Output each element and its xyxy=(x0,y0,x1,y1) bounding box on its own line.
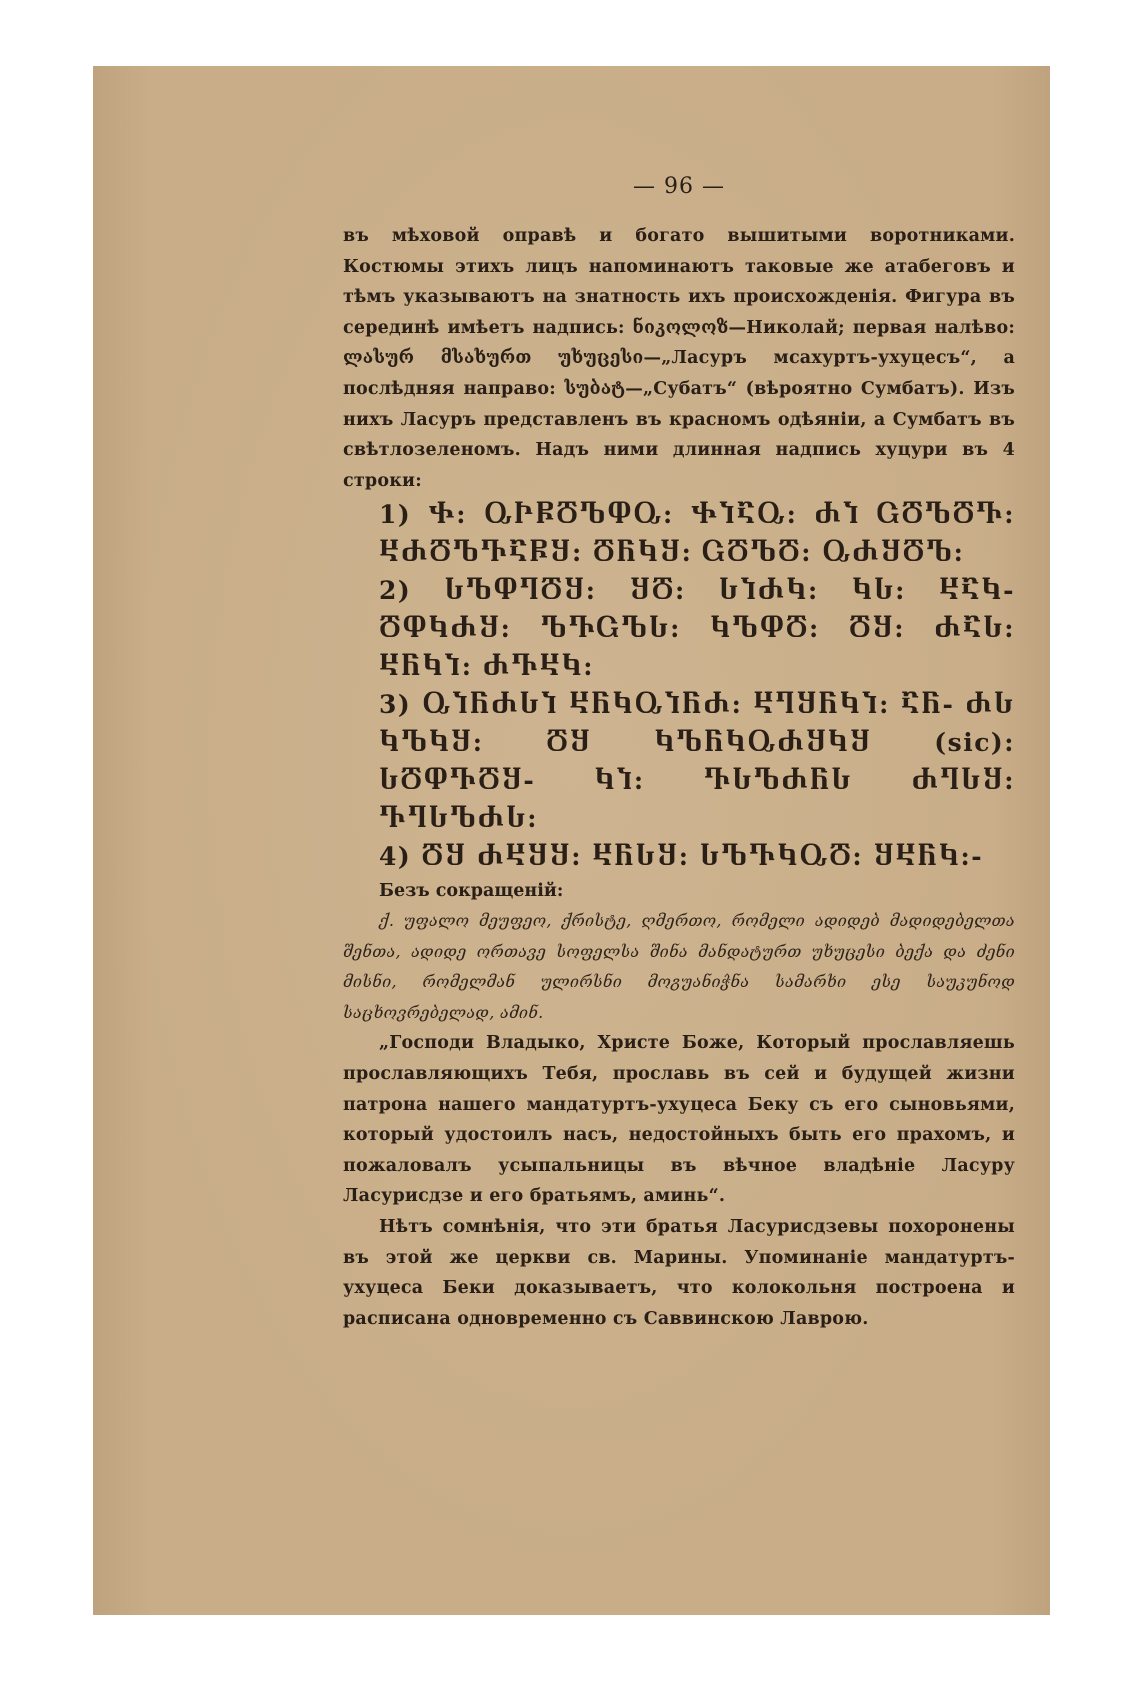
paragraph-3: Нѣтъ сомнѣнія, что эти братья Ласурисдзевы похоронены въ этой же церкви св. Марины. Упоминаніе мандатуртъ-ухуцеса Беки доказываетъ, что колокольня построена и расписана одновременно съ Саввинскою Лаврою. xyxy=(343,1216,1015,1329)
paragraph-2: „Господи Владыко, Христе Боже, Который прославляешь прославляющихъ Тебя, прославь въ сей и будущей жизни патрона нашего мандатуртъ-ухуцеса Беку съ его сыновьями, который удостоилъ насъ, недостойныхъ быть его прахомъ, и пожаловалъ усыпальницы въ вѣчное владѣніе Ласуру Ласурисдзе и его братьямъ, аминь“. xyxy=(343,1033,1015,1207)
inscription-block xyxy=(343,496,1015,876)
inscription-line-4: 4) ႣႸ ႻႾႸႸ: ႾႬႱႸ: ႱႪႥႩႭႣ: ႸႾႬႩ:- xyxy=(379,842,984,872)
text-block xyxy=(343,174,1015,1334)
page-number: — 96 — xyxy=(633,174,725,199)
inscription-line-2: 2) ႱႪႴႤႣႸ: ႸႣ: ႱႨႻႩ: ႩႱ: ႾႠႩ- ႣႴႩႻႸ: ႪႥႺႪႱ: ႩႪႴႣ: ႣႸ: ႻႠႱ: ႾႬႩႨ: ႻႥႾႩ: xyxy=(379,576,1015,682)
without-abbreviations-heading: Безъ сокращеній: xyxy=(379,881,564,902)
georgian-transcription: ქ. უფალო მეუფეო, ქრისტე, ღმერთო, რომელი ადიდებ მადიდებელთა შენთა, ადიდე ორთავე სოფელსა შინა მანდატურთ უხუცესი ბექა და ძენი მისნი, რომელმან ულირსნი მოგუანიჭნა სამარხი ესე საუკუნოდ საცხოვრებელად, ამინ. xyxy=(343,911,1015,1022)
paragraph-1: въ мѣховой оправѣ и богато вышитыми воротниками. Костюмы этихъ лицъ напоминаютъ таковые же атабеговъ и тѣмъ указываютъ на знатность ихъ происхожденія. Фигура въ серединѣ имѣетъ надпись: ნიკოლოზ—Николай; первая налѣво: ლასურ მსახურთ უხუცესი—„Ласуръ мсахуртъ-ухуцесъ“, а послѣдняя направо: სუბატ—„Субатъ“ (вѣроятно Сумбатъ). Изъ нихъ Ласуръ представленъ въ красномъ одѣяніи, а Сумбатъ въ свѣтлозеленомъ. Надъ ними длинная надпись хуцури въ 4 строки: xyxy=(343,226,1015,491)
inscription-line-3: 3) ႭႨႬႻႱႨ ႾႬႩႭႨႬႻ: ႾႤႸႬႩႨ: ႠႬ- ႻႱ ႩႪႩႸ: ႣႸ ႩႪႬႩႭႻႸႩႸ (sic): ႱႣႴႥႣႸ- ႩႨ: ႥႱႪႻႬႱ ႻႤႱႸ: ႥႤႱႪႻႱ: xyxy=(379,690,1015,834)
inscription-line-1: 1) Ⴕ: ႭჁႼႣႪႴႭ: ႵႨႠႭ: ႻႨ ႺႣႪႣႥ: ႾႻႣႪႥႠႼႸ: ႣႬႩႸ: ႺႣႪႣ: ႭႻႸႣႪ: xyxy=(379,500,1015,568)
scanned-page xyxy=(93,66,1050,1615)
